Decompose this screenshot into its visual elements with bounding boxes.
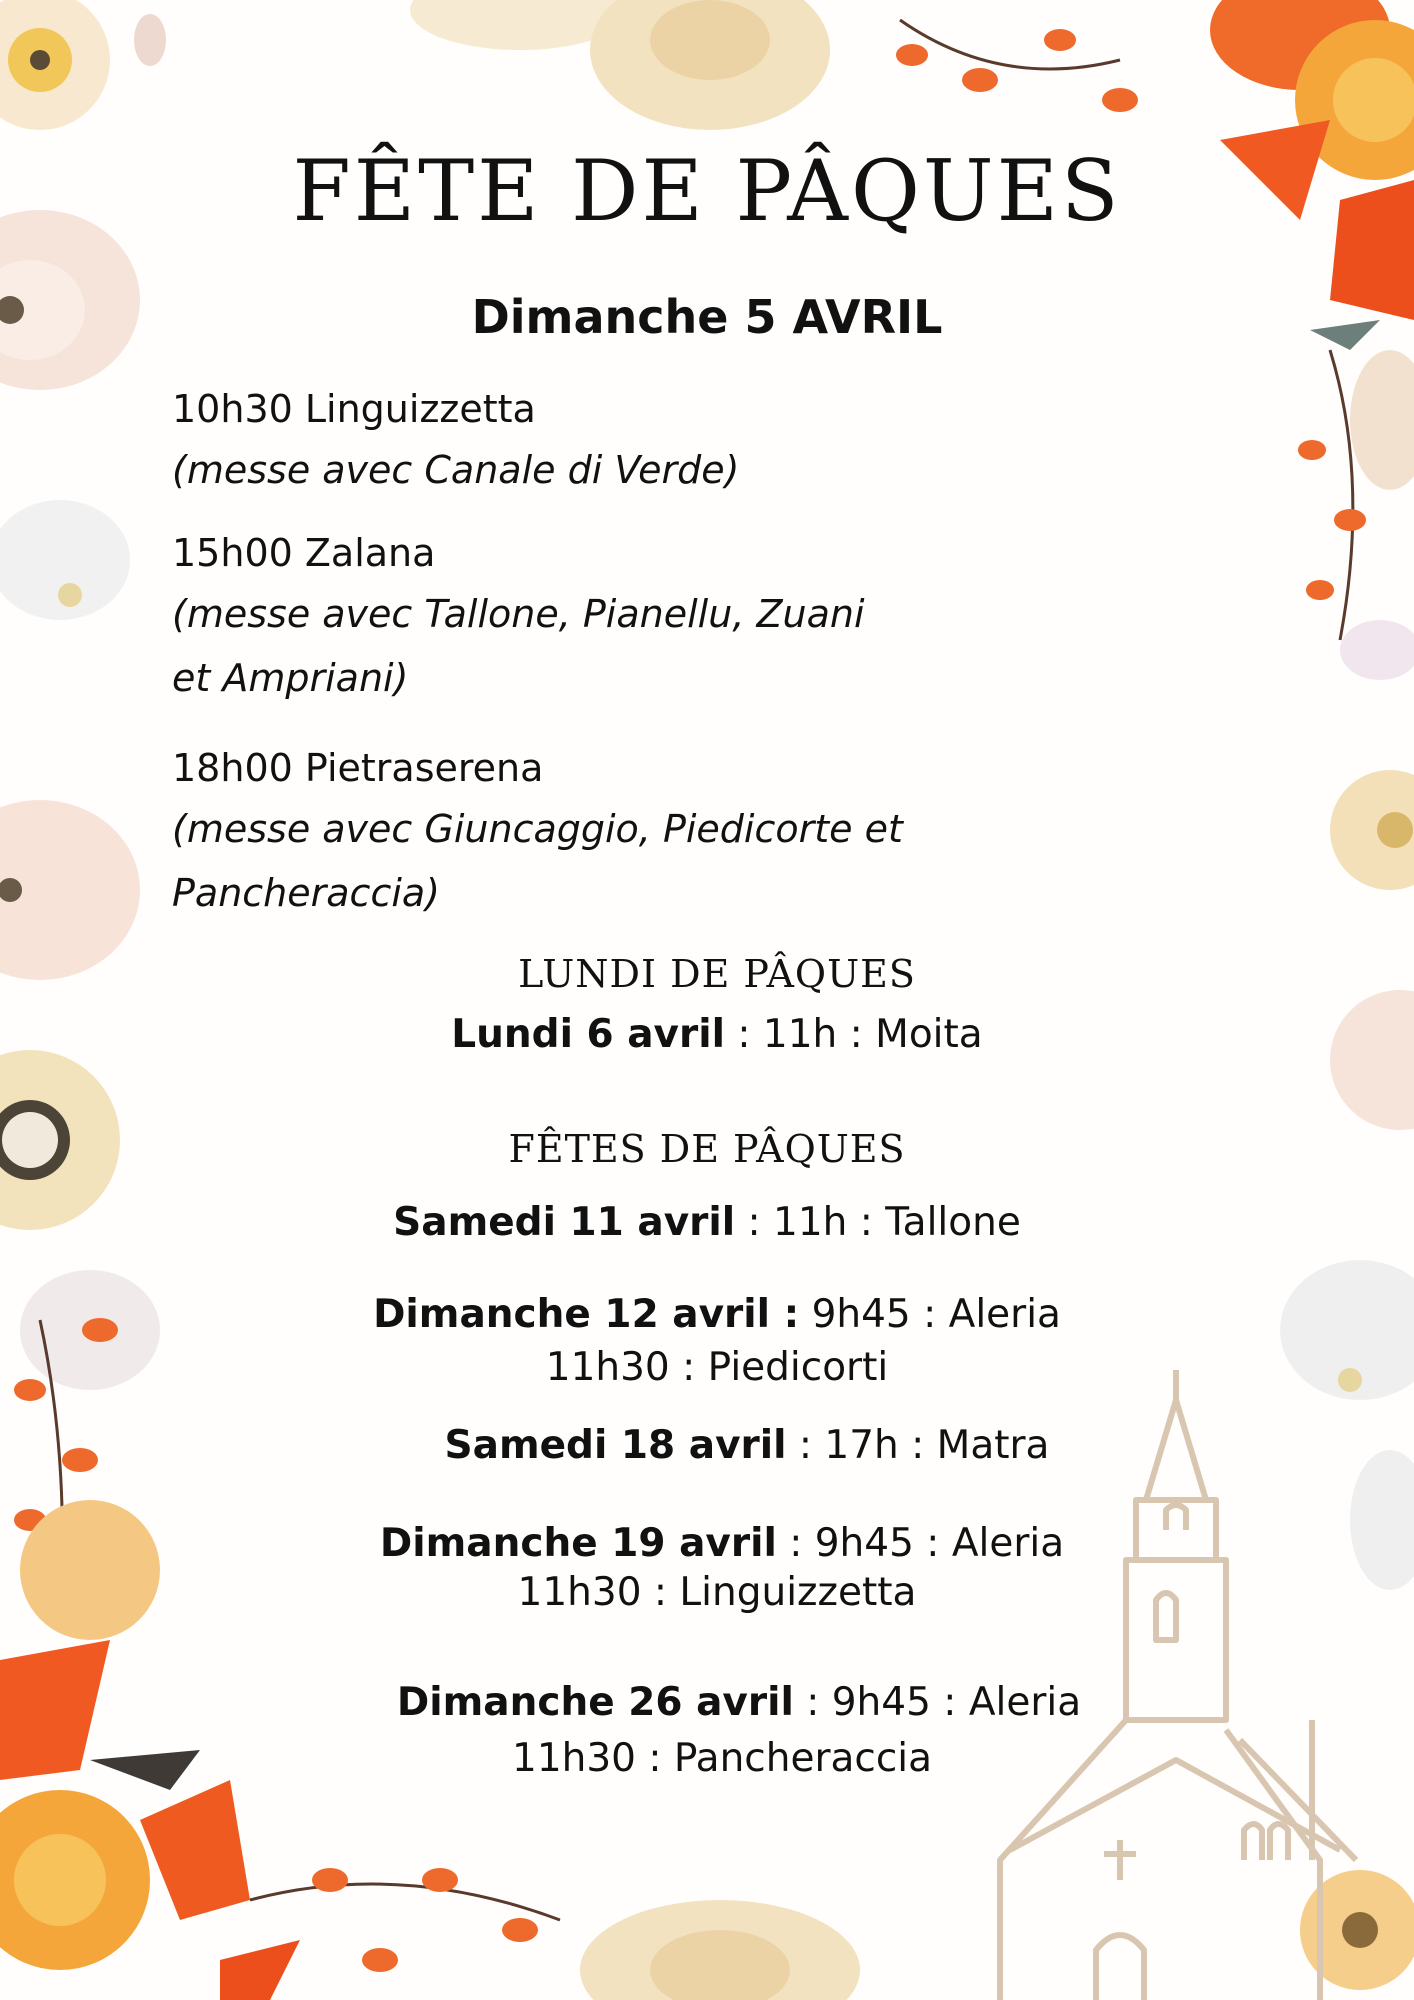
flower-icon: [0, 0, 166, 130]
schedule-day: Dimanche 26 avril: [396, 1680, 794, 1725]
schedule-row: [0, 1290, 1414, 1340]
schedule-detail: : 9h45 : Aleria: [793, 1680, 1082, 1725]
schedule-row: [0, 1678, 1414, 1728]
mass-note: Pancheraccia): [172, 871, 441, 915]
mass-note: (messe avec Canale di Verde): [172, 448, 740, 492]
mass-note: et Ampriani): [172, 656, 409, 700]
flower-icon: [410, 0, 830, 130]
mass-time-place: 18h00 Pietraserena: [172, 746, 544, 790]
mass-entry: [172, 380, 992, 502]
schedule-second-line: 11h30 : Pancheraccia: [512, 1736, 932, 1781]
schedule-second-line: 11h30 : Linguizzetta: [517, 1570, 917, 1615]
schedule-second-line: 11h30 : Piedicorti: [545, 1345, 889, 1390]
schedule-row: [0, 1519, 1414, 1569]
flower-icon: [580, 1900, 860, 2000]
mass-time-place: 15h00 Zalana: [172, 531, 436, 575]
easter-feasts-heading: FÊTES DE PÂQUES: [508, 1127, 906, 1171]
schedule-detail: : 17h : Matra: [786, 1423, 1050, 1468]
schedule-detail: : 11h : Tallone: [735, 1200, 1021, 1245]
mass-entry: [172, 739, 992, 925]
schedule-detail: : 11h : Moita: [724, 1012, 983, 1057]
mass-entry: [172, 524, 992, 710]
mass-note: (messe avec Tallone, Pianellu, Zuani: [172, 592, 865, 636]
schedule-day: Samedi 11 avril: [393, 1200, 736, 1245]
schedule-row: [0, 1010, 1414, 1060]
mass-time-place: 10h30 Linguizzetta: [172, 387, 536, 431]
schedule-day: Lundi 6 avril: [451, 1012, 725, 1057]
schedule-row: [0, 1421, 1414, 1471]
schedule-detail: 9h45 : Aleria: [799, 1292, 1061, 1337]
easter-monday-heading: LUNDI DE PÂQUES: [518, 952, 916, 996]
mass-note: (messe avec Giuncaggio, Piedicorte et: [172, 807, 903, 851]
page-title: FÊTE DE PÂQUES: [292, 142, 1122, 240]
main-date: Dimanche 5 AVRIL: [471, 290, 943, 344]
schedule-day: Samedi 18 avril: [444, 1423, 787, 1468]
flower-icon: [0, 500, 130, 620]
schedule-row: [0, 1198, 1414, 1248]
schedule-detail: : 9h45 : Aleria: [776, 1521, 1065, 1566]
schedule-day: Dimanche 19 avril: [379, 1521, 777, 1566]
schedule-day: Dimanche 12 avril :: [373, 1292, 800, 1337]
